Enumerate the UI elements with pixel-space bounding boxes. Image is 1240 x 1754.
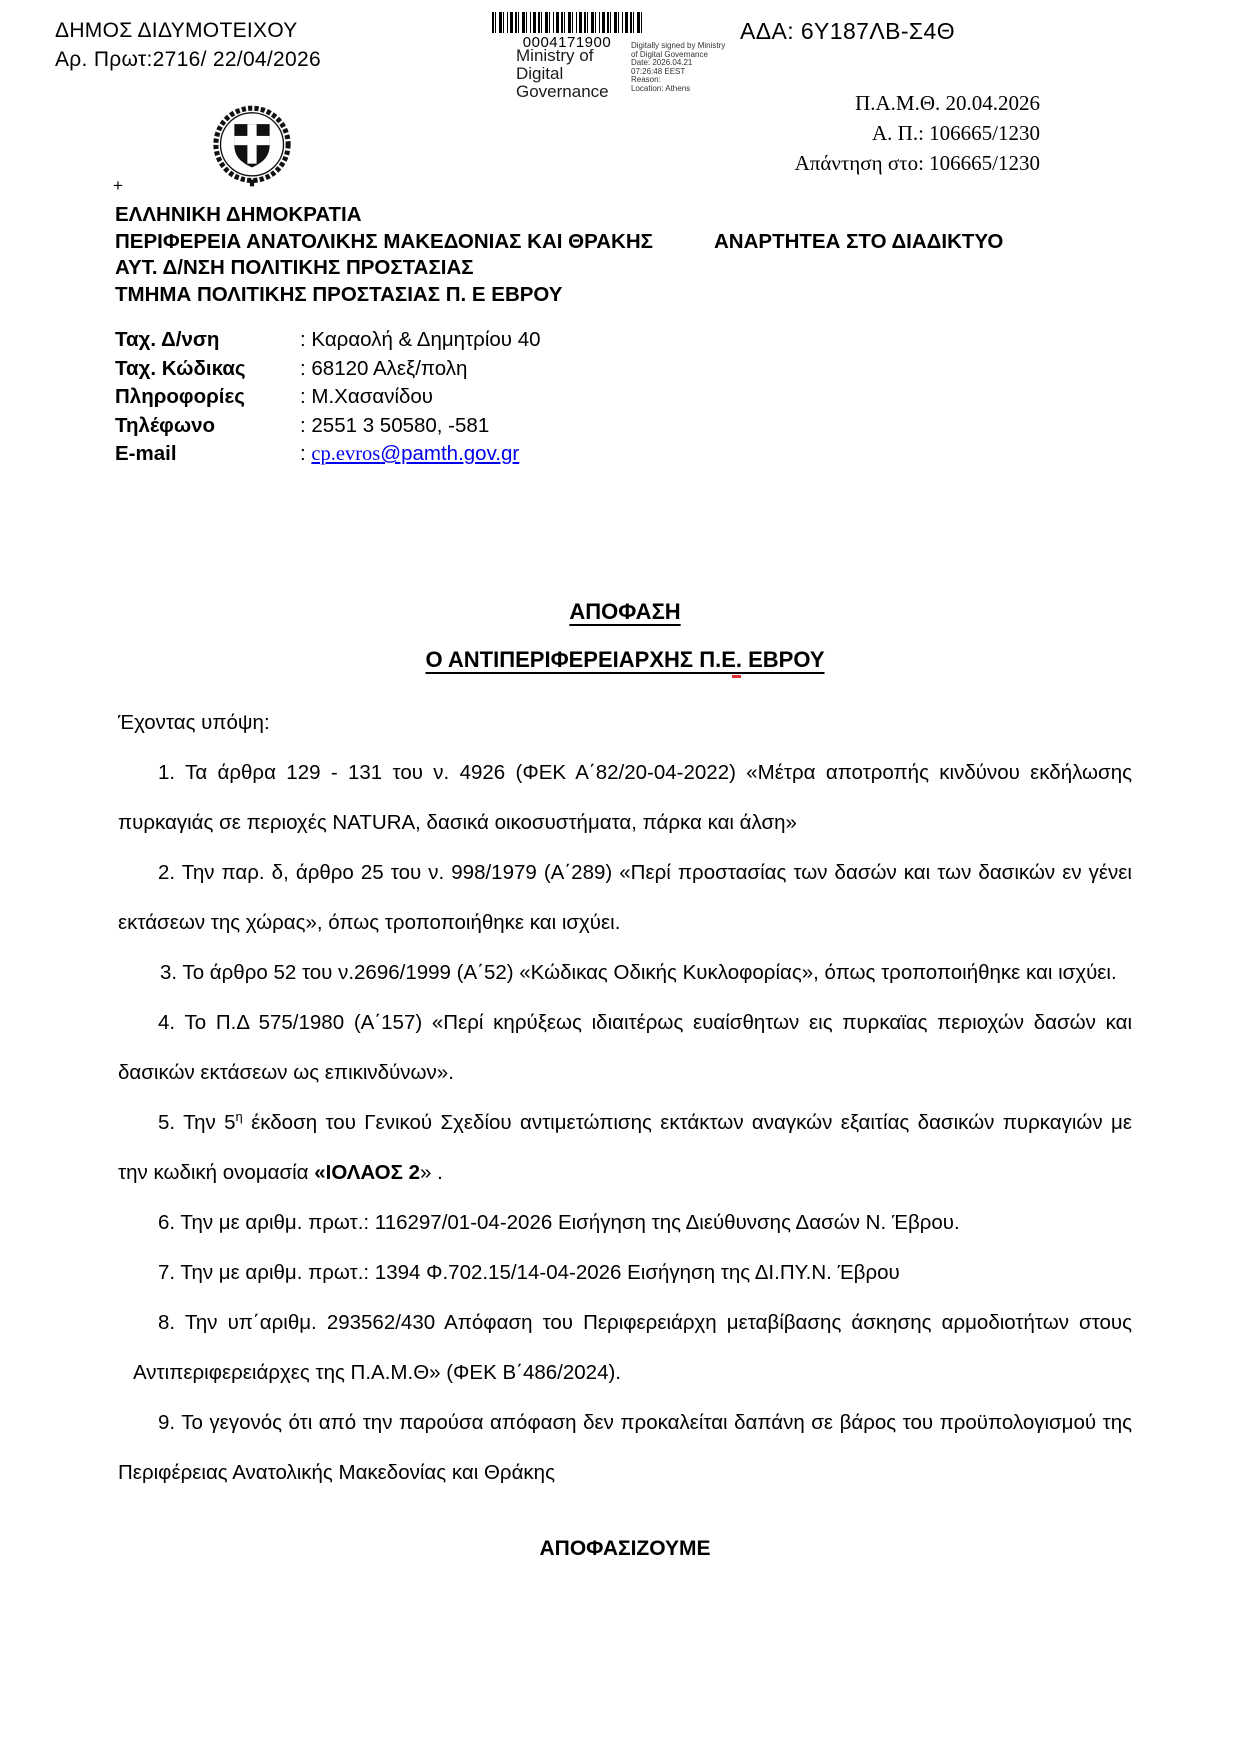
contact-label: Πληροφορίες (115, 385, 245, 408)
barcode-icon (492, 12, 642, 33)
email-link[interactable] (311, 442, 519, 465)
spellcheck-underline (732, 675, 741, 678)
digital-signature-details (631, 42, 725, 93)
reference-date: Π.Α.Μ.Θ. 20.04.2026 (855, 91, 1040, 115)
greek-coat-of-arms-icon (210, 102, 294, 190)
email-colon: : (300, 442, 312, 465)
decision-subtitle-text: Ο ΑΝΤΙΠΕΡΙΦΕΡΕΙΑΡΧΗΣ Π.Ε. ΕΒΡΟΥ (425, 647, 825, 672)
contact-label: Ταχ. Κώδικας (115, 356, 246, 380)
reference-block (795, 88, 1040, 178)
ministry-signature-name (516, 47, 609, 101)
contact-value: : Μ.Χασανίδου (300, 385, 434, 408)
protocol-number: Αρ. Πρωτ:2716/ 22/04/2026 (55, 48, 321, 71)
email-domain: @pamth.gov.gr (380, 442, 520, 465)
contact-block (115, 326, 541, 469)
plus-mark: + (113, 176, 123, 195)
contact-row-information (115, 383, 541, 412)
municipality-name: ΔΗΜΟΣ ΔΙΔΥΜΟΤΕΙΧΟΥ (55, 19, 298, 42)
org-line-region: ΠΕΡΙΦΕΡΕΙΑ ΑΝΑΤΟΛΙΚΗΣ ΜΑΚΕΔΟΝΙΑΣ ΚΑΙ ΘΡΑΚΗΣ (115, 229, 653, 253)
anartitea-label: ΑΝΑΡΤΗΤΕΑ ΣΤΟ ΔΙΑΔΙΚΤΥΟ (714, 230, 1004, 253)
ada-code: ΑΔΑ: 6Υ187ΛΒ-Σ4Θ (740, 18, 955, 44)
municipality-stamp (55, 16, 321, 74)
barcode-number: 0004171900 (522, 34, 612, 51)
email-user: cp.evros (311, 443, 381, 465)
list-item: 3. Το άρθρο 52 του ν.2696/1999 (Α΄52) «Κώδικας Οδικής Κυκλοφορίας», όπως τροποποιήθηκε και ισχύει. (160, 961, 1117, 984)
contact-label: Τηλέφωνο (115, 413, 216, 437)
organization-header (115, 202, 653, 308)
item5-codename: «ΙΟΛΑΟΣ 2 (314, 1161, 420, 1184)
contact-value: : 2551 3 50580, -581 (300, 413, 490, 437)
signature-detail-line: Date: 2026.04.21 (631, 58, 693, 67)
decision-subtitle (118, 646, 1132, 674)
list-item (118, 1098, 1132, 1198)
item5-ordinal-suffix: η (235, 1109, 243, 1125)
list-item: 6. Την με αριθμ. πρωτ.: 116297/01-04-2026 Εισήγηση της Διεύθυνσης Δασών Ν. Έβρου. (158, 1211, 960, 1234)
contact-label: E-mail (115, 442, 177, 465)
signature-detail-line: Digitally signed by Ministry (631, 41, 726, 50)
org-line-republic: ΕΛΛΗΝΙΚΗ ΔΗΜΟΚΡΑΤΙΑ (115, 203, 362, 226)
list-item: 4. Το Π.Δ 575/1980 (Α΄157) «Περί κηρύξεως ιδιαιτέρως ευαίσθητων εις πυρκαϊας περιοχών δασών και δασικών εκτάσεων ως επικινδύνων». (118, 1011, 1132, 1084)
preamble: Έχοντας υπόψη: (118, 711, 270, 734)
list-item: 7. Την με αριθμ. πρωτ.: 1394 Φ.702.15/14-04-2026 Εισήγηση της ΔΙ.ΠΥ.Ν. Έβρου (158, 1261, 900, 1284)
list-item: 1. Τα άρθρα 129 - 131 του ν. 4926 (ΦΕΚ Α΄82/20-04-2022) «Μέτρα αποτροπής κινδύνου εκδήλωσης πυρκαγιάς σε περιοχές NATURA, δασικά οικοσυστήματα, πάρκα και άλση» (118, 761, 1132, 834)
contact-value: : Καραολή & Δημητρίου 40 (300, 328, 541, 351)
considerations-list (118, 748, 1132, 1498)
ministry-line: Governance (516, 82, 609, 101)
contact-row-address (115, 326, 541, 355)
item5-middle: έκδοση του Γενικού Σχεδίου αντιμετώπισης εκτάκτων αναγκών εξαιτίας δασικών πυρκαγιών με την κωδική ονομασία (118, 1111, 1132, 1184)
decision-title: ΑΠΟΦΑΣΗ (569, 599, 681, 624)
list-item: 9. Το γεγονός ότι από την παρούσα απόφαση δεν προκαλείται δαπάνη σε βάρος του προϋπολογισμού της Περιφέρειας Ανατολικής Μακεδονίας και Θράκης (118, 1411, 1132, 1484)
contact-row-telephone (115, 412, 541, 441)
verdict-heading: ΑΠΟΦΑΣΙΖΟΥΜΕ (539, 1537, 711, 1560)
list-item: 2. Την παρ. δ, άρθρο 25 του ν. 998/1979 (Α΄289) «Περί προστασίας των δασών και των δασικών εν γένει εκτάσεων της χώρας», όπως τροποποιήθηκε και ισχύει. (118, 861, 1132, 934)
signature-detail-line: Location: Athens (631, 83, 691, 93)
reference-protocol: Α. Π.: 106665/1230 (872, 121, 1040, 145)
contact-row-email (115, 440, 541, 469)
item5-prefix: 5. Την 5 (158, 1111, 236, 1134)
contact-value: : 68120 Αλεξ/πολη (300, 356, 468, 380)
org-line-department: ΤΜΗΜΑ ΠΟΛΙΤΙΚΗΣ ΠΡΟΣΤΑΣΙΑΣ Π. Ε ΕΒΡΟΥ (115, 282, 563, 306)
reference-reply-to: Απάντηση στο: 106665/1230 (794, 151, 1040, 175)
signature-detail-line: of Digital Governance (631, 49, 708, 59)
ministry-line: Digital (516, 64, 564, 83)
contact-label: Ταχ. Δ/νση (115, 328, 220, 351)
signature-detail-line: Reason: (631, 75, 661, 84)
ministry-line: Ministry of (516, 46, 594, 65)
decision-body (118, 598, 1132, 1564)
item5-suffix: » . (420, 1161, 443, 1184)
org-line-directorate: ΑΥΤ. Δ/ΝΣΗ ΠΟΛΙΤΙΚΗΣ ΠΡΟΣΤΑΣΙΑΣ (115, 256, 474, 279)
contact-email-value (300, 440, 519, 469)
list-item: 8. Την υπ΄αριθμ. 293562/430 Απόφαση του Περιφερειάρχη μεταβίβασης άσκησης αρμοδιοτήτων στους Αντιπεριφερειάρχες της Π.Α.Μ.Θ» (ΦΕΚ Β΄486/2024). (133, 1311, 1132, 1384)
signature-detail-line: 07:26:48 EEST (631, 66, 686, 76)
contact-row-postcode (115, 355, 541, 384)
